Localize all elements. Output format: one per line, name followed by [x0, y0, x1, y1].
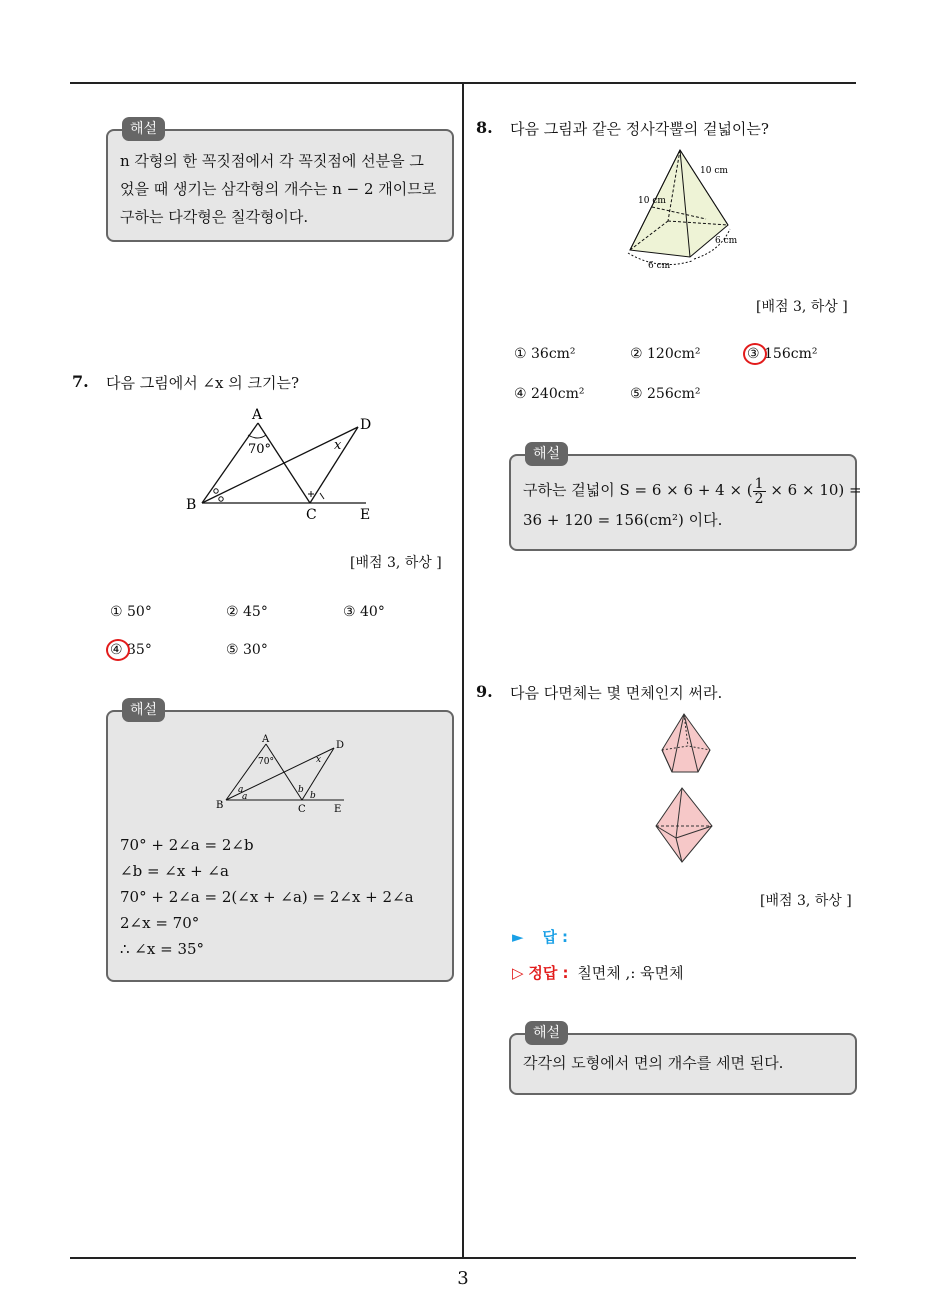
q7-explanation-figure [208, 734, 358, 818]
fig-label: 6 cm [648, 261, 671, 271]
q8-score: [배점 3, 하상 ] [756, 299, 848, 315]
fig-label: C [306, 507, 317, 523]
q8-choice[interactable]: ③ 156cm² [747, 346, 818, 362]
fig-label: C [298, 804, 306, 815]
prev-explanation-line: 었을 때 생기는 삼각형의 개수는 n − 2 개이므로 [120, 180, 437, 198]
fig-label: D [360, 417, 372, 433]
q7-explanation-line: 70° + 2∠a = 2∠b [120, 836, 254, 854]
prev-explanation-box [106, 121, 454, 242]
explanation-tag: 해설 [525, 442, 568, 466]
q8-choice[interactable]: ⑤ 256cm² [630, 386, 701, 402]
fig-label: x [316, 755, 322, 765]
fig-label: b [298, 785, 304, 795]
q8-explanation-line: 36 + 120 = 156(cm²) 이다. [523, 511, 723, 529]
q8-explanation-line [523, 474, 862, 507]
explanation-tag: 해설 [525, 1021, 568, 1045]
prev-explanation-line: n 각형의 한 꼭짓점에서 각 꼭짓점에 선분을 그 [120, 152, 424, 170]
q7-explanation-box [106, 702, 454, 982]
fig-label: E [360, 507, 371, 523]
triangular-bipyramid-figure [652, 786, 716, 866]
q9-number: 9. [476, 682, 493, 701]
q7-choice[interactable]: ④ 35° [110, 642, 152, 658]
answer-label: 답 : [542, 928, 569, 946]
fraction-numerator: 1 [754, 475, 764, 492]
explanation-tag: 해설 [122, 117, 165, 141]
q7-explanation-line: ∴ ∠x = 35° [120, 940, 205, 958]
q8-explanation-line1-pre: 구하는 겉넓이 S = 6 × 6 + 4 × ( [523, 481, 753, 499]
fig-label: A [262, 734, 270, 745]
q7-choice[interactable]: ⑤ 30° [226, 642, 268, 658]
fig-label: E [334, 804, 342, 815]
q9-text: 다음 다면체는 몇 면체인지 써라. [510, 684, 723, 702]
q8-explanation-line1-post: × 6 × 10) = [765, 481, 862, 499]
correct-answer-label: 정답 : [528, 964, 569, 982]
q7-text: 다음 그림에서 ∠x 의 크기는? [106, 374, 300, 392]
fig-label: a [238, 785, 244, 795]
fig-label: b [310, 791, 316, 801]
q8-choice[interactable]: ① 36cm² [514, 346, 576, 362]
fig-label: B [216, 800, 224, 811]
answer-arrow-icon: ► [512, 928, 524, 946]
q7-explanation-line: 2∠x = 70° [120, 914, 200, 932]
fig-label: A [252, 407, 263, 423]
answer-line [512, 926, 568, 947]
q8-explanation-box [509, 446, 862, 551]
fraction [753, 477, 766, 506]
answer-circle-mark [743, 343, 767, 365]
correct-answer-line [512, 962, 684, 983]
prev-explanation-line: 구하는 다각형은 칠각형이다. [120, 208, 309, 226]
bottom-rule [70, 1257, 856, 1259]
fig-label: B [186, 497, 197, 513]
q8-choice[interactable]: ④ 240cm² [514, 386, 585, 402]
q9-explanation-box [509, 1025, 857, 1095]
fig-label: 6 cm [715, 236, 738, 246]
fig-label: 70° [248, 442, 272, 457]
q9-explanation-line: 각각의 도형에서 면의 개수를 세면 된다. [523, 1054, 784, 1072]
q8-text: 다음 그림과 같은 정사각뿔의 겉넓이는? [510, 120, 769, 138]
fig-label: 10 cm [638, 196, 666, 206]
fig-label: D [336, 740, 345, 751]
q7-figure [180, 405, 380, 525]
q9-score: [배점 3, 하상 ] [760, 893, 852, 909]
answer-circle-mark [106, 639, 130, 661]
fig-label: a [242, 792, 248, 802]
q8-number: 8. [476, 118, 493, 137]
pentagonal-pyramid-figure [658, 712, 714, 776]
pyramid-figure [620, 145, 750, 275]
fig-label: x [334, 438, 342, 453]
column-divider [462, 84, 464, 1257]
q7-choice[interactable]: ② 45° [226, 604, 268, 620]
correct-arrow-icon: ▷ [512, 964, 524, 982]
q7-explanation-line: 70° + 2∠a = 2(∠x + ∠a) = 2∠x + 2∠a [120, 888, 414, 906]
q7-explanation-line: ∠b = ∠x + ∠a [120, 862, 229, 880]
correct-answer-value: 칠면체 ,: 육면체 [577, 964, 684, 982]
q7-number: 7. [72, 372, 89, 391]
q7-choice[interactable]: ① 50° [110, 604, 152, 620]
q7-score: [배점 3, 하상 ] [350, 555, 442, 571]
fig-label: 10 cm [700, 166, 728, 176]
page-number: 3 [457, 1268, 469, 1289]
explanation-tag: 해설 [122, 698, 165, 722]
q8-choice[interactable]: ② 120cm² [630, 346, 701, 362]
fig-label: 70° [258, 757, 274, 767]
fraction-denominator: 2 [754, 490, 764, 507]
q7-choice[interactable]: ③ 40° [343, 604, 385, 620]
